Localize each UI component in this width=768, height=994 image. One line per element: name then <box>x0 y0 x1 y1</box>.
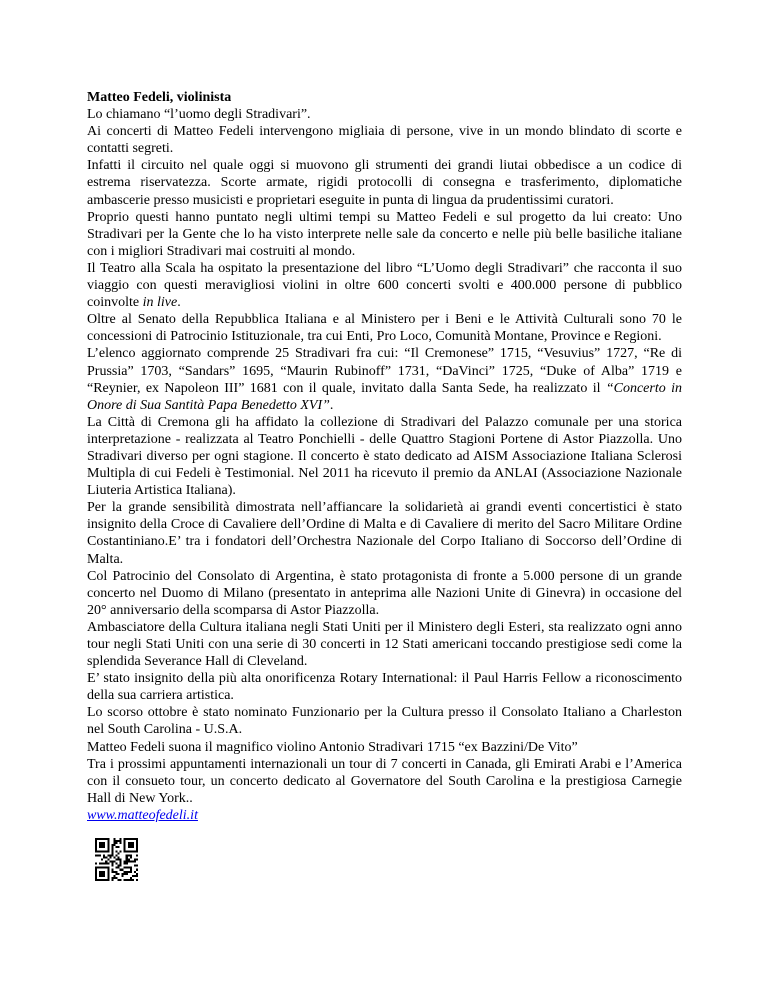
scala-text: Il Teatro alla Scala ha ospitato la presentazione del libro “L’Uomo degli Stradivari” che racconta il suo viaggio con questi meravigliosi violini in oltre 600 concerti svolti e 400.000 persone di pubblico coinvolte <box>87 260 682 311</box>
paragraph-circuit: Infatti il circuito nel quale oggi si muovono gli strumenti dei grandi liutai obbedisce a un codice di estrema riservatezza. Scorte armate, rigidi protocolli di consegna e trasferimento, diplomatiche ambascerie presso musicisti e proprietari eseguite in punta di lingua da prudentissimi curatori. <box>87 158 682 208</box>
paragraph-charleston: Lo scorso ottobre è stato nominato Funzionario per la Cultura presso il Consolato Italiano a Charleston nel South Carolina - U.S.A. <box>87 705 682 738</box>
paragraph-violin: Matteo Fedeli suona il magnifico violino Antonio Stradivari 1715 “ex Bazzini/De Vito” <box>87 739 578 755</box>
paragraph-ambassador: Ambasciatore della Cultura italiana negli Stati Uniti per il Ministero degli Esteri, sta realizzato ogni anno tour negli Stati Uniti con una serie di 30 concerti in 12 Stati americani toccando prestigiose sedi come la splendida Severance Hall di Cleveland. <box>87 619 682 670</box>
qr-code-graphic <box>95 838 138 881</box>
paragraph-concerts: Ai concerti di Matteo Fedeli intervengono migliaia di persone, vive in un mondo blindato di scorte e contatti segreti. <box>87 124 682 157</box>
document-title: Matteo Fedeli, violinista <box>87 90 232 105</box>
paragraph-cremona: La Città di Cremona gli ha affidato la collezione di Stradivari del Palazzo comunale per una storica interpretazione - realizzata al Teatro Ponchielli - delle Quattro Stagioni Portene di Astor Piazzolla. Uno Stradivari diverso per ogni stagione. Il concerto è stato dedicato ad AISM Associazione Italiana Sclerosi Multipla di cui Fedeli è Testimonial. Nel 2011 ha ricevuto il premio da ANLAI (Associazione Nazionale Liuteria Artistica Italiana). <box>87 414 682 499</box>
paragraph-nickname: Lo chiamano “l’uomo degli Stradivari”. <box>87 107 311 123</box>
paragraph-argentina: Col Patrocinio del Consolato di Argentina, è stato protagonista di fronte a 5.000 persone di un grande concerto nel Duomo di Milano (presentato in anteprima alle Nazioni Unite di Ginevra) in occasione del 20° anniversario della scomparsa di Astor Piazzolla. <box>87 568 682 618</box>
scala-end: . <box>177 295 181 311</box>
paragraph-stradivari-list <box>87 345 682 413</box>
elenco-end: . <box>329 397 334 413</box>
qr-modules <box>95 838 138 881</box>
elenco-text: L’elenco aggiornato comprende 25 Stradivari fra cui: “Il Cremonese” 1715, “Vesuvius” 1727, “Re di Prussia” 1703, “Sandars” 1695, “Maurin Rubinoff” 1731, “DaVinci” 1725, “Duke of Alba” 1719 e “Reynier, ex Napoleon III” 1681 con il quale, invitato dalla Santa Sede, ha realizzato il <box>87 346 682 396</box>
paragraph-upcoming: Tra i prossimi appuntamenti internazionali un tour di 7 concerti in Canada, gli Emirati Arabi e l’America con il consueto tour, un concerto dedicato al Governatore del South Carolina e la prestigiosa Carnegie Hall di New York.. <box>87 756 682 806</box>
website-link[interactable]: www.matteofedeli.it <box>87 807 198 823</box>
paragraph-rotary: E’ stato insignito della più alta onorificenza Rotary International: il Paul Harris Fellow a riconoscimento della sua carriera artistica. <box>87 671 682 704</box>
document-page <box>87 89 682 824</box>
elenco-emphasis: “Concerto in Onore di Sua Santità Papa Benedetto XVI” <box>87 380 682 413</box>
website-row <box>87 807 682 824</box>
paragraph-scala <box>87 260 682 311</box>
paragraph-solidarity: Per la grande sensibilità dimostrata nell’affiancare la solidarietà ai grandi eventi concertistici è stato insignito della Croce di Cavaliere dell’Ordine di Malta e di Cavaliere di merito del Sacro Militare Ordine Costantiniano.E’ tra i fondatori dell’Orchestra Nazionale del Corpo Italiano di Soccorso dell’Ordine di Malta. <box>87 500 682 567</box>
paragraph-project: Proprio questi hanno puntato negli ultimi tempi su Matteo Fedeli e sul progetto da lui creato: Uno Stradivari per la Gente che lo ha visto interprete nelle sale da concerto e nelle più belle basiliche italiane con i migliori Stradivari mai costruiti al mondo. <box>87 209 682 259</box>
paragraph-patronage: Oltre al Senato della Repubblica Italiana e al Ministero per i Beni e le Attività Culturali sono 70 le concessioni di Patrocinio Istituzionale, tra cui Enti, Pro Loco, Comunità Montane, Province e Regioni. <box>87 312 682 345</box>
qr-code-icon <box>95 838 138 881</box>
scala-emphasis: in live <box>142 295 178 311</box>
